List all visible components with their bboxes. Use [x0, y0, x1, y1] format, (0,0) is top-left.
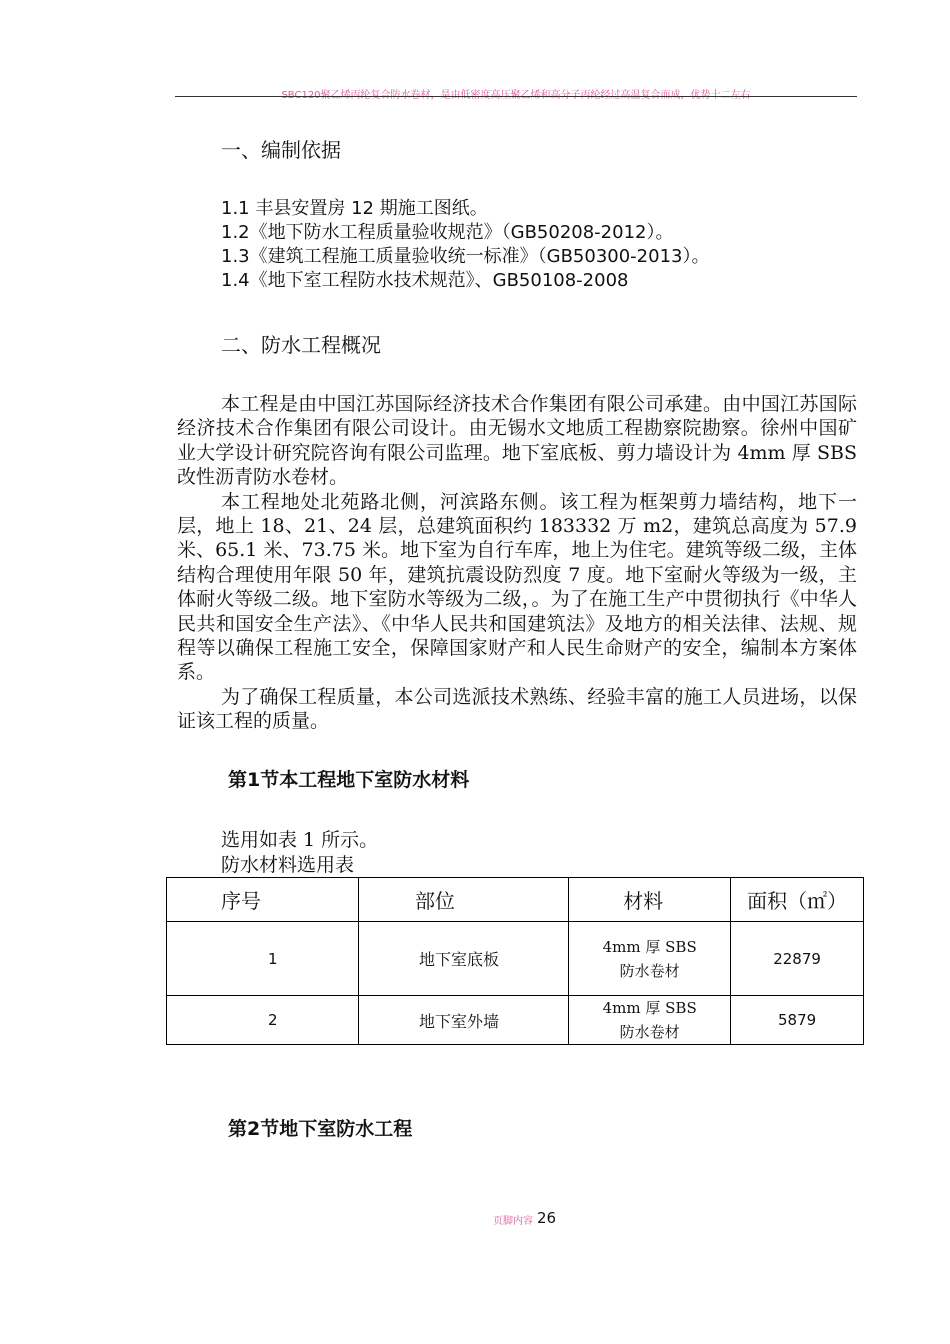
table-caption: 防水材料选用表: [221, 854, 355, 876]
reference-item: 1.3《建筑工程施工质量验收统一标准》（GB50300-2013）。: [221, 246, 710, 267]
cell-location: 地下室底板: [358, 922, 568, 996]
paragraph: 为了确保工程质量，本公司选派技术熟练、经验丰富的施工人员进场，以保证该工程的质量。: [177, 685, 857, 733]
paragraph: 本工程地处北苑路北侧，河滨路东侧。该工程为框架剪力墙结构，地下一层，地上 18、21、24 层，总建筑面积约 183332 万 m2，建筑总高度为 57.9 米、65.1 米、73.75 米。地下室为自行车库，地上为住宅。建筑等级二级，主体结构合理使用年限 50 年，建筑抗震设防烈度 7 度。地下室耐火等级为一级，主体耐火等级二级。地下室防水等级为二级，。为了在施工生产中贯彻执行《中华人民共和国安全生产法》、《中华人民共和国建筑法》及地方的相关法律、法规、规程等以确保工程施工安全，保障国家财产和人民生命财产的安全，编制本方案体系。: [177, 490, 857, 684]
cell-material: [569, 922, 731, 996]
header-cell: 面积（㎡）: [731, 878, 864, 922]
reference-item: 1.2《地下防水工程质量验收规范》（GB50208-2012）。: [221, 222, 674, 243]
overview-body: [177, 392, 857, 734]
subsection-title-waterproofing: 第2节地下室防水工程: [228, 1118, 413, 1140]
cell-area: 22879: [731, 922, 864, 996]
table-header-row: [167, 878, 864, 922]
section-title-basis: 一、编制依据: [221, 138, 341, 162]
header-cell: 序号: [167, 878, 359, 922]
running-header: SBC120聚乙烯丙纶复合防水卷材，是由低密度高压聚乙烯和高分子丙纶经过高温复合而成，优势十二左右: [281, 90, 751, 101]
cell-location: 地下室外墙: [358, 996, 568, 1045]
cell-material: [569, 996, 731, 1045]
material-line: 4mm 厚 SBS: [602, 999, 697, 1017]
table-intro: 选用如表 1 所示。: [221, 829, 379, 851]
subsection-title-materials: 第1节本工程地下室防水材料: [228, 769, 470, 791]
material-line: 防水卷材: [619, 1023, 680, 1041]
material-line: 4mm 厚 SBS: [602, 937, 697, 956]
page-footer: 页脚内容: [493, 1216, 533, 1227]
materials-table: [166, 877, 864, 1045]
cell-area: 5879: [731, 996, 864, 1045]
paragraph: 本工程是由中国江苏国际经济技术合作集团有限公司承建。由中国江苏国际经济技术合作集团有限公司设计。由无锡水文地质工程勘察院勘察。徐州中国矿业大学设计研究院咨询有限公司监理。地下室底板、剪力墙设计为 4mm 厚 SBS 改性沥青防水卷材。: [177, 393, 857, 489]
table-row: [167, 996, 864, 1045]
page-number: 26: [537, 1209, 557, 1227]
cell-number: 2: [167, 996, 359, 1045]
section-title-overview: 二、防水工程概况: [221, 333, 381, 357]
header-divider: [175, 96, 857, 97]
reference-item: 1.4《地下室工程防水技术规范》、GB50108-2008: [221, 270, 629, 291]
header-cell: 部位: [358, 878, 568, 922]
cell-number: 1: [167, 922, 359, 996]
reference-item: 1.1 丰县安置房 12 期施工图纸。: [221, 198, 488, 219]
material-line: 防水卷材: [619, 961, 680, 980]
table-row: [167, 922, 864, 996]
header-cell: 材料: [569, 878, 731, 922]
